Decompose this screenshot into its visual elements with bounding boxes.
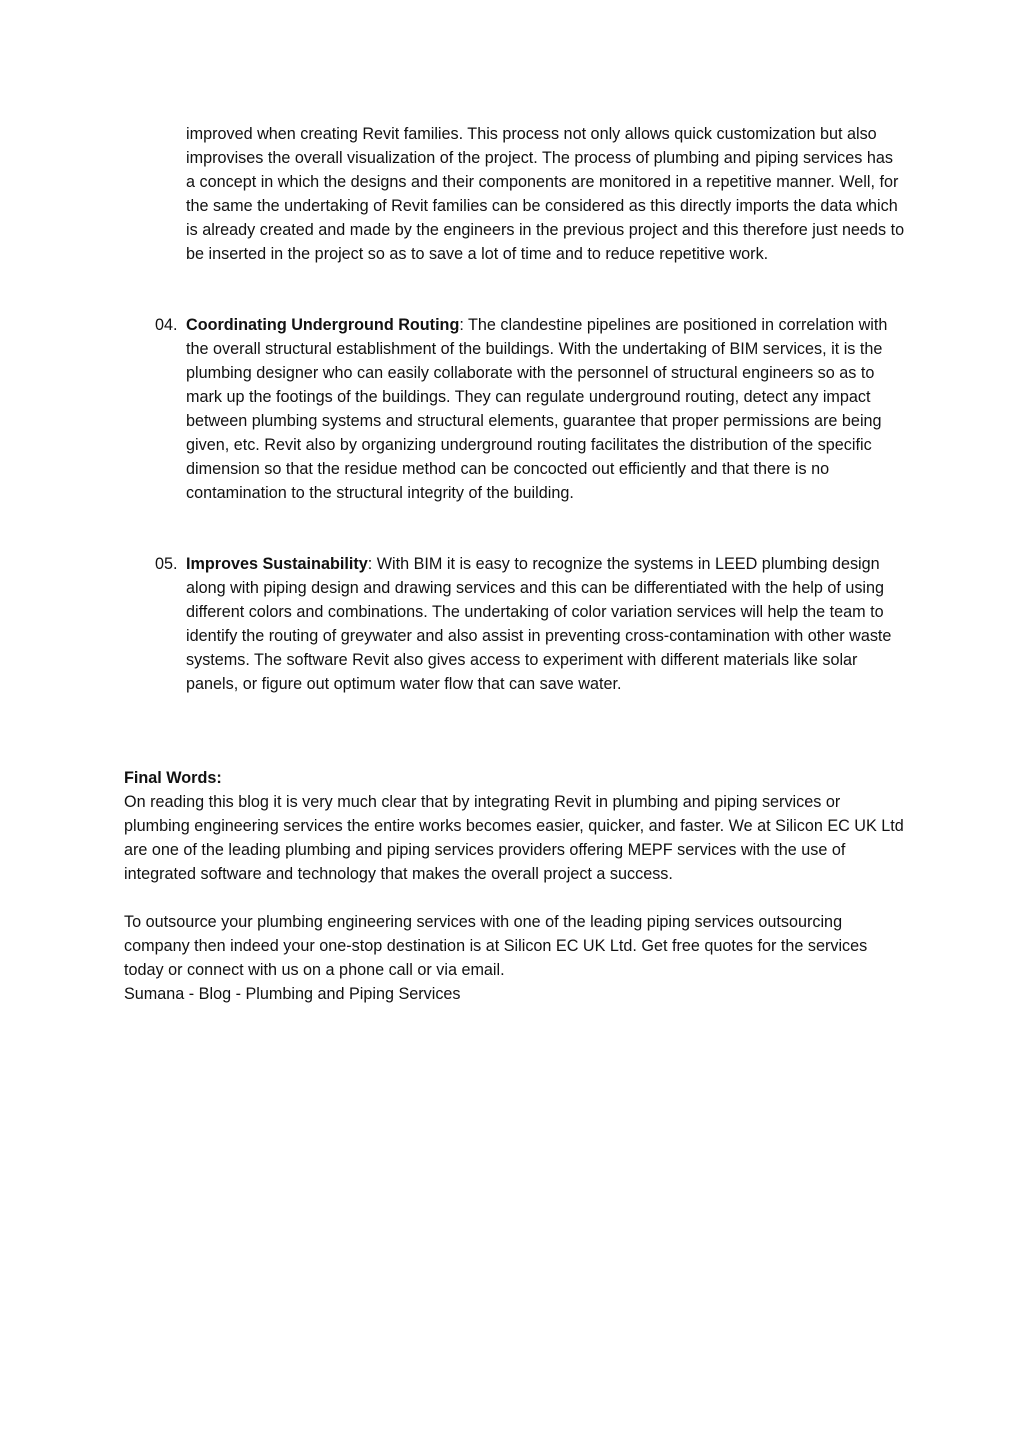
final-words-text: To outsource your plumbing engineering services with one of the leading piping services outsourcing company then indeed your one-stop destination is at Silicon EC UK Ltd. Get free quotes for the services today or connect with us on a phone call or via email. <box>124 913 868 979</box>
list-item-text: : The clandestine pipelines are positioned in correlation with the overall structural establishment of the buildings. With the undertaking of BIM services, it is the plumbing designer who can easily collaborate with the personnel of structural engineers so as to mark up the footings of the buildings. They can regulate underground routing, detect any impact between plumbing systems and structural elements, guarantee that proper permissions are being given, etc. Revit also by organizing underground routing facilitates the distribution of the specific dimension so that the residue method can be concocted out efficiently and that there is no contamination to the structural integrity of the building. <box>186 316 888 502</box>
list-item-03-continuation: improved when creating Revit families. This process not only allows quick customization but also improvises the overall visualization of the project. The process of plumbing and piping services has a concept in which the designs and their components are monitored in a repetitive manner. Well, for the same the undertaking of Revit families can be considered as this directly imports the data which is already created and made by the engineers in the previous project and this therefore just needs to be inserted in the project so as to save a lot of time and to reduce repetitive work. <box>186 125 905 263</box>
list-item-title: Coordinating Underground Routing <box>186 316 460 334</box>
list-item-number: 05. <box>155 555 178 573</box>
final-words-paragraph-1 <box>124 766 909 886</box>
final-words-paragraph-2 <box>124 910 909 1006</box>
final-words-heading: Final Words: <box>124 769 222 787</box>
list-item-04 <box>155 313 915 505</box>
paragraph-spacer <box>124 886 909 910</box>
list-item-05 <box>155 552 915 696</box>
list-item-title: Improves Sustainability <box>186 555 368 573</box>
list-item-text: : With BIM it is easy to recognize the systems in LEED plumbing design along with piping design and drawing services and this can be differentiated with the help of using different colors and combinations. The undertaking of color variation services will help the team to identify the routing of greywater and also assist in preventing cross-contamination with other waste systems. The software Revit also gives access to experiment with different materials like solar panels, or figure out optimum water flow that can save water. <box>186 555 892 693</box>
list-item-number: 04. <box>155 316 178 334</box>
final-words-section <box>124 766 909 1006</box>
final-words-text: On reading this blog it is very much clear that by integrating Revit in plumbing and piping services or plumbing engineering services the entire works becomes easier, quicker, and faster. We at Silicon EC UK Ltd are one of the leading plumbing and piping services providers offering MEPF services with the use of integrated software and technology that makes the overall project a success. <box>124 793 904 883</box>
list-item-body <box>186 313 906 505</box>
list-item-body <box>186 552 906 696</box>
footer-line: Sumana - Blog - Plumbing and Piping Services <box>124 985 461 1003</box>
